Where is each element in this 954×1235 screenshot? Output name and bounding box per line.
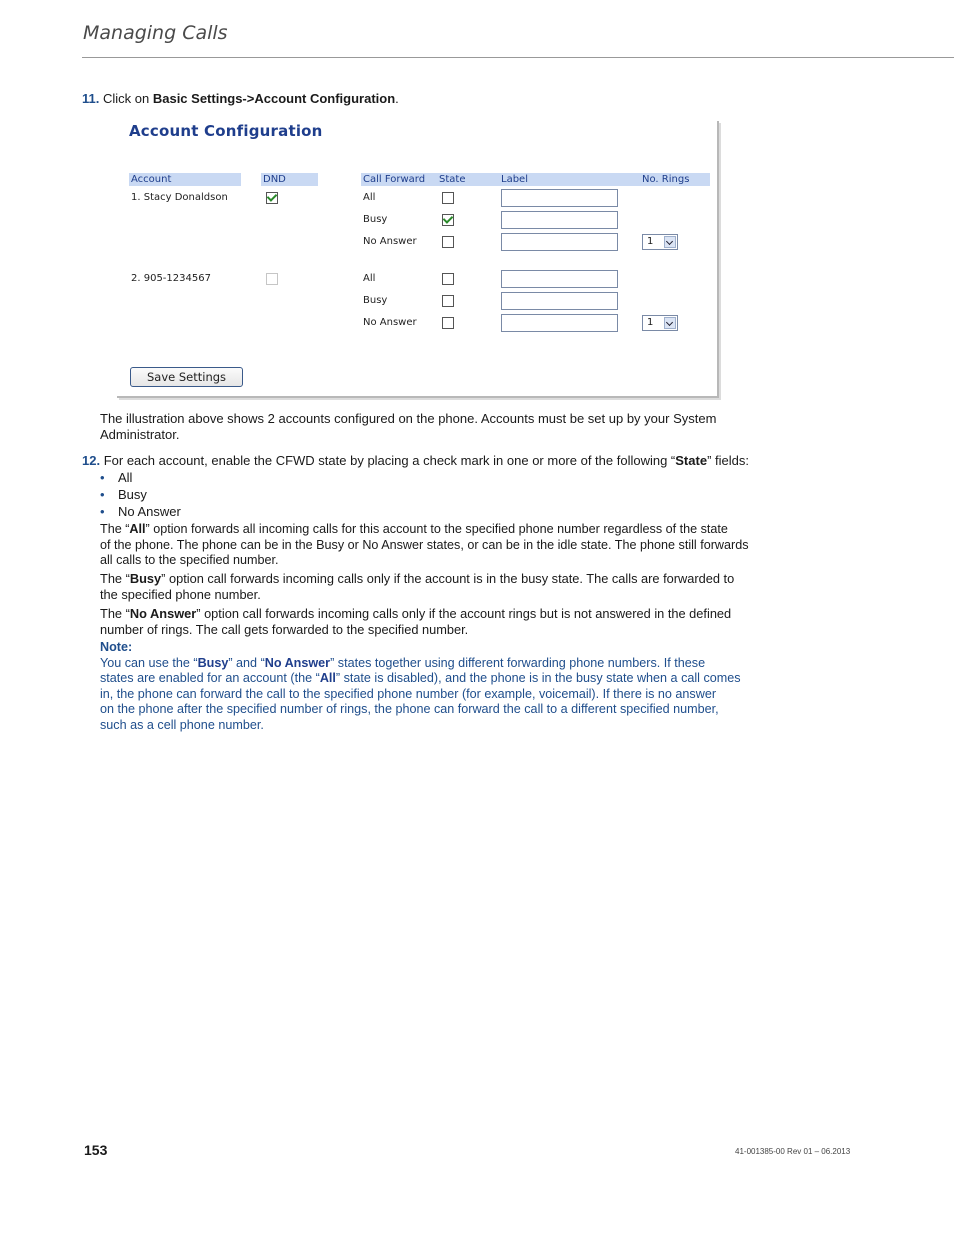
step-field-name: State — [675, 453, 708, 468]
step-text: Click on — [102, 91, 153, 106]
paragraph-line: number of rings. The call gets forwarded to the specified number. — [100, 621, 469, 637]
option-name: All — [129, 522, 146, 536]
call-forward-mode: All — [363, 273, 376, 284]
rings-value: 1 — [647, 236, 654, 247]
no-answer-option-paragraph — [100, 606, 760, 637]
call-forward-mode: Busy — [363, 214, 388, 225]
note-heading: Note: — [100, 640, 133, 654]
page-number: 153 — [84, 1142, 108, 1158]
dnd-checkbox[interactable] — [266, 273, 278, 285]
paragraph-line: of the phone. The phone can be in the Busy or No Answer states, or can be in the idle state. The phone still forwards — [100, 537, 749, 552]
chevron-down-icon — [664, 236, 676, 248]
state-checkbox[interactable] — [442, 214, 454, 226]
label-input[interactable] — [501, 270, 618, 288]
header-state: State — [437, 173, 499, 186]
state-checkbox[interactable] — [442, 317, 454, 329]
text: states are enabled for an account (the “ — [100, 671, 320, 686]
text: The “ — [100, 606, 130, 621]
step-12 — [82, 453, 762, 469]
text: ” option call forwards incoming calls only if the account is in the busy state. The calls are forwarded to — [161, 571, 735, 586]
paragraph-line: all calls to the specified number. — [100, 553, 279, 568]
text: The “ — [100, 522, 130, 536]
chevron-down-icon — [664, 317, 676, 329]
dnd-checkbox[interactable] — [266, 192, 278, 204]
illustration-description — [100, 411, 760, 442]
note-block — [100, 640, 760, 734]
rings-value: 1 — [647, 317, 654, 328]
text: ” option forwards all incoming calls for this account to the specified phone number regardless of the state — [145, 522, 728, 536]
call-forward-mode: All — [363, 192, 376, 203]
option-name: No Answer — [264, 655, 331, 670]
bullet-item: No Answer — [118, 504, 181, 519]
option-name: No Answer — [129, 606, 197, 621]
text: ” option call forwards incoming calls only if the account rings but is not answered in the defined — [196, 606, 732, 621]
page-header-title: Managing Calls — [83, 22, 228, 44]
header-rings: No. Rings — [640, 173, 710, 186]
state-checkbox[interactable] — [442, 295, 454, 307]
text: ” and “ — [228, 655, 265, 670]
label-input[interactable] — [501, 189, 618, 207]
bullet-icon: • — [100, 504, 105, 519]
step-number: 11. — [82, 91, 100, 106]
paragraph-line: Administrator. — [100, 426, 180, 442]
paragraph-line: The illustration above shows 2 accounts configured on the phone. Accounts must be set up by your System — [100, 411, 717, 426]
note-line: such as a cell phone number. — [100, 717, 264, 732]
header-dnd: DND — [261, 173, 318, 186]
label-input[interactable] — [501, 211, 618, 229]
label-input[interactable] — [501, 233, 618, 251]
rings-select[interactable] — [642, 234, 678, 250]
option-name: All — [319, 671, 336, 686]
label-input[interactable] — [501, 292, 618, 310]
note-line: in, the phone can forward the call to the specified phone number (for example, voicemail). If there is no answer — [100, 686, 717, 701]
account-name: 1. Stacy Donaldson — [131, 192, 228, 203]
state-checkbox[interactable] — [442, 273, 454, 285]
header-call-forward: Call Forward — [361, 173, 437, 186]
all-option-paragraph — [100, 522, 760, 569]
call-forward-mode: Busy — [363, 295, 388, 306]
note-line: on the phone after the specified number of rings, the phone can forward the call to a different specified number, — [100, 702, 719, 717]
busy-option-paragraph — [100, 571, 760, 602]
step-text: For each account, enable the CFWD state by placing a check mark in one or more of the following “ — [103, 453, 676, 468]
option-name: Busy — [129, 571, 162, 586]
call-forward-mode: No Answer — [363, 236, 417, 247]
state-checkbox[interactable] — [442, 236, 454, 248]
option-name: Busy — [197, 655, 229, 670]
rings-select[interactable] — [642, 315, 678, 331]
call-forward-mode: No Answer — [363, 317, 417, 328]
account-name: 2. 905-1234567 — [131, 273, 211, 284]
paragraph-line: the specified phone number. — [100, 586, 261, 602]
save-settings-button[interactable]: Save Settings — [130, 367, 243, 387]
text: ” states together using different forwarding phone numbers. If these — [330, 655, 706, 670]
text: You can use the “ — [100, 655, 198, 670]
bullet-icon: • — [100, 470, 105, 485]
text: The “ — [100, 571, 130, 586]
step-11 — [82, 91, 399, 107]
bullet-item: All — [118, 470, 133, 485]
step-number: 12. — [82, 453, 101, 468]
step-text-end: . — [395, 91, 399, 106]
text: ” state is disabled), and the phone is in the busy state when a call comes — [335, 671, 741, 686]
state-checkbox[interactable] — [442, 192, 454, 204]
account-configuration-screenshot — [117, 121, 719, 398]
header-label: Label — [499, 173, 641, 186]
document-id: 41-001385-00 Rev 01 – 06.2013 — [735, 1147, 851, 1156]
header-divider — [82, 57, 954, 58]
panel-title: Account Configuration — [129, 122, 323, 140]
bullet-item: Busy — [118, 487, 147, 502]
header-account: Account — [129, 173, 241, 186]
step-text-end: ” fields: — [707, 453, 749, 468]
label-input[interactable] — [501, 314, 618, 332]
bullet-icon: • — [100, 487, 105, 502]
step-menu-path: Basic Settings->Account Configuration — [152, 91, 396, 106]
